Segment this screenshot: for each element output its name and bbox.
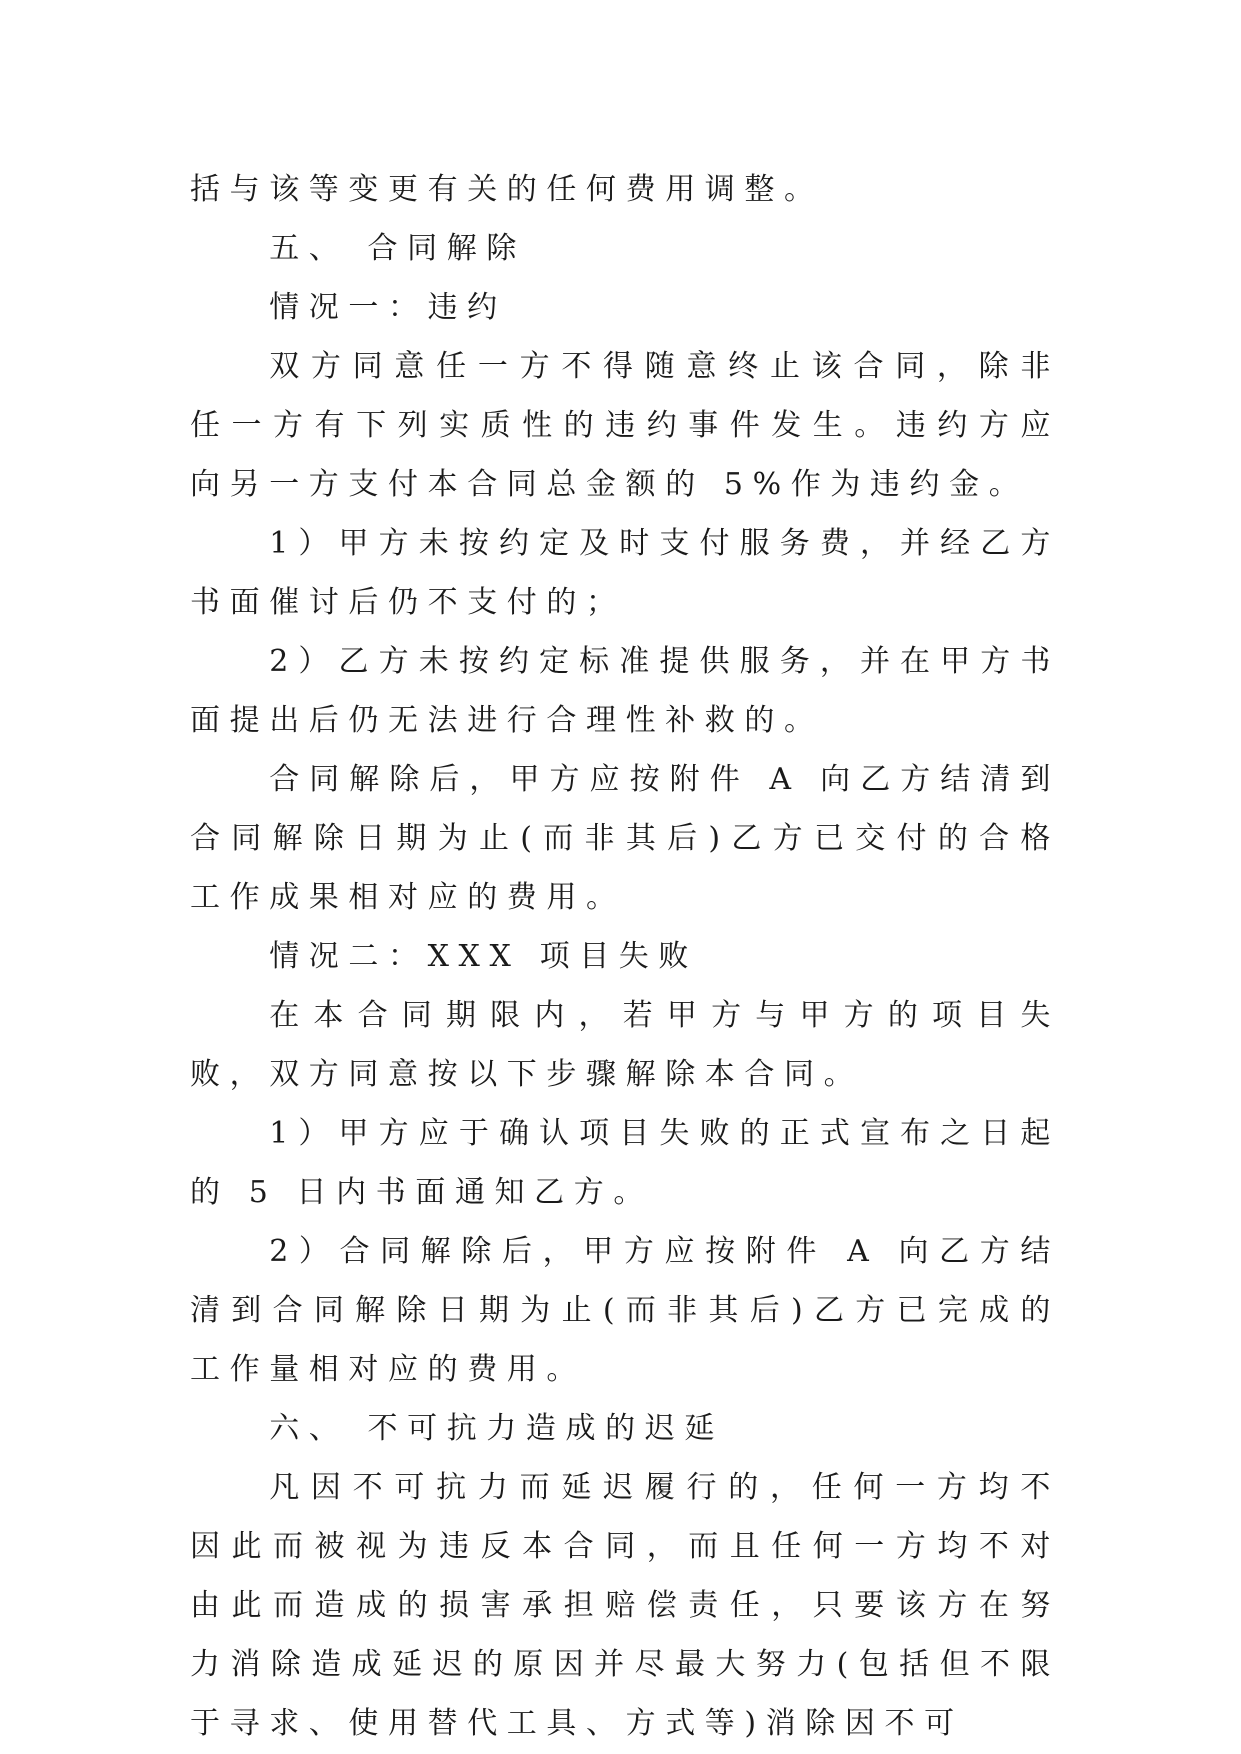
- document-body: [190, 160, 1060, 1753]
- subheading-case-two: 情况二：XXX 项目失败: [269, 939, 698, 974]
- list-item-breach-2: 2）乙方未按约定标准提供服务，并在甲方书面提出后仍无法进行合理性补救的。: [190, 644, 1060, 738]
- section-heading-six: 六、 不可抗力造成的迟延: [269, 1411, 724, 1446]
- paragraph-force-majeure: 凡因不可抗力而延迟履行的，任何一方均不因此而被视为违反本合同，而且任何一方均不对由此而造成的损害承担赔偿责任，只要该方在努力消除造成延迟的原因并尽最大努力(包括但不限于寻求、使用替代工具、方式等)消除因不可: [190, 1470, 1060, 1741]
- paragraph-breach-terms: 双方同意任一方不得随意终止该合同，除非任一方有下列实质性的违约事件发生。违约方应向另一方支付本合同总金额的 5%作为违约金。: [190, 349, 1060, 502]
- paragraph-continuation: 括与该等变更有关的任何费用调整。: [190, 172, 824, 207]
- list-item-failure-1: 1）甲方应于确认项目失败的正式宣布之日起的 5 日内书面通知乙方。: [190, 1116, 1060, 1210]
- list-item-failure-2: 2）合同解除后，甲方应按附件 A 向乙方结清到合同解除日期为止(而非其后)乙方已完成的工作量相对应的费用。: [190, 1234, 1060, 1387]
- section-heading-five: 五、 合同解除: [269, 231, 526, 266]
- paragraph-project-failure: 在本合同期限内，若甲方与甲方的项目失败，双方同意按以下步骤解除本合同。: [190, 998, 1060, 1092]
- list-item-breach-1: 1）甲方未按约定及时支付服务费，并经乙方书面催讨后仍不支付的；: [190, 526, 1060, 620]
- paragraph-settlement-1: 合同解除后，甲方应按附件 A 向乙方结清到合同解除日期为止(而非其后)乙方已交付的合格工作成果相对应的费用。: [190, 762, 1060, 915]
- subheading-case-one: 情况一：违约: [269, 290, 507, 325]
